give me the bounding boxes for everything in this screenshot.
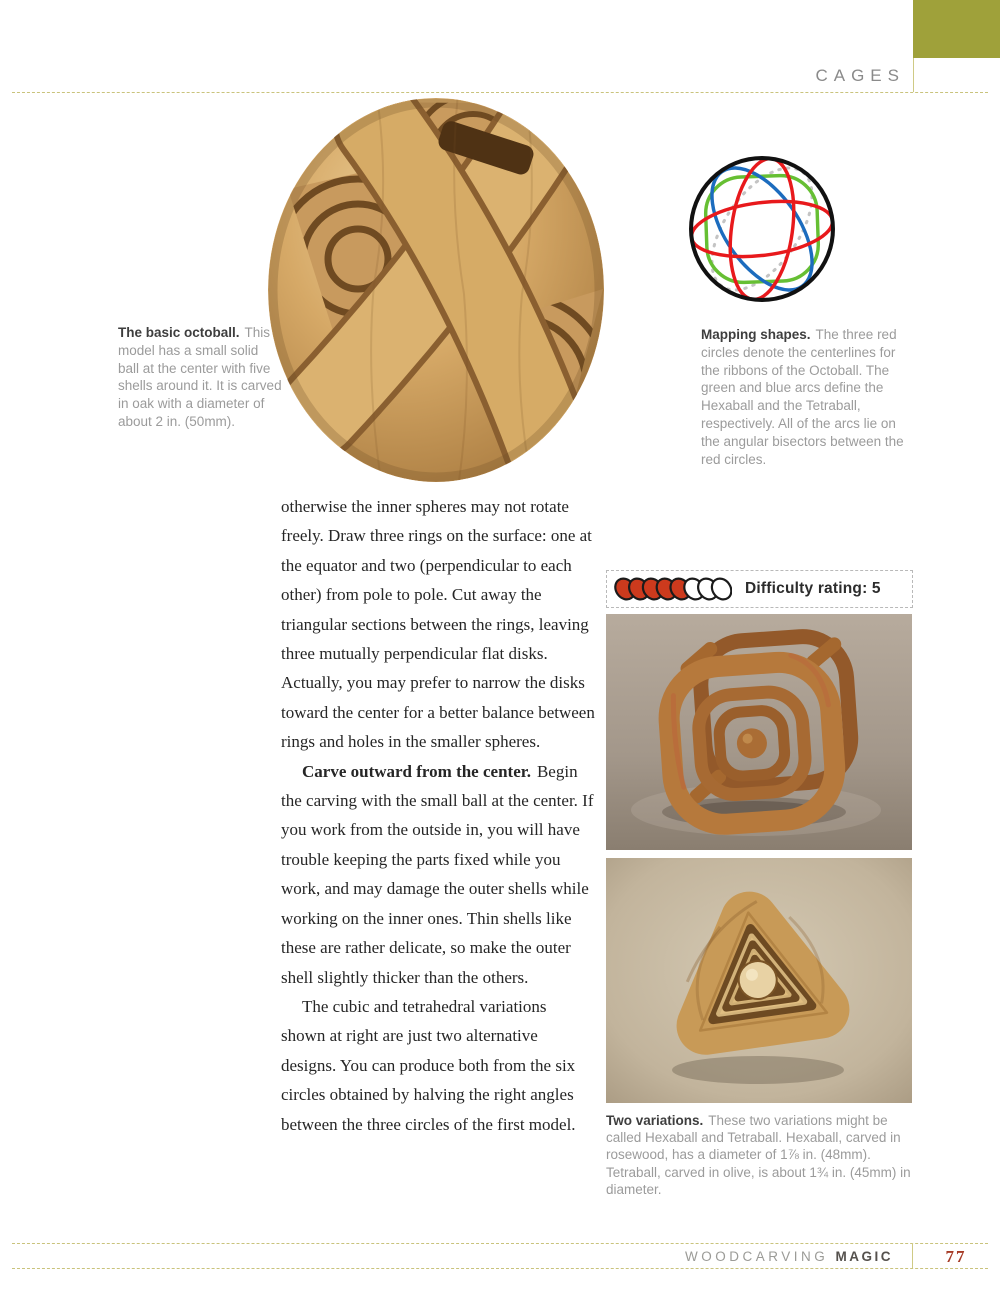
caption-octoball — [118, 324, 282, 431]
paragraph-2-text: Begin the carving with the small ball at the center. If you work from the outside in, you will have trouble keeping the parts fixed while you work, and may damage the outer shells while working on the inner ones. Thin shells like these are rather delicate, so make the outer shell slightly thicker than the others. — [281, 761, 594, 987]
hexaball-photo — [606, 614, 912, 850]
caption-mapping-text: The three red circles denote the centerlines for the ribbons of the Octoball. The green and blue arcs define the Hexaball and the Tetraball, respectively. All of the arcs lie on the angular bisectors between the red circles. — [701, 327, 904, 467]
paragraph-1: otherwise the inner spheres may not rotate freely. Draw three rings on the surface: one at the equator and two (perpendicular to each other) from pole to pole. Cut away the triangular sections between the rings, leaving three mutually perpendicular flat disks. Actually, you may prefer to narrow the disks toward the center for a better balance between rings and holes in the smaller spheres. — [281, 497, 595, 752]
footer-book-title-bold: MAGIC — [835, 1249, 893, 1264]
caption-octoball-text: This model has a small solid ball at the center with five shells around it. It is carved in oak with a diameter of about 2 in. (50mm). — [118, 325, 282, 429]
caption-variations-text: These two variations might be called Hexaball and Tetraball. Hexaball, carved in rosewood, has a diameter of 1⅞ in. (48mm). Tetraball, carved in olive, is about 1¾ in. (45mm) in diameter. — [606, 1113, 911, 1197]
mapping-diagram — [688, 155, 836, 303]
paragraph-2-lead: Carve outward from the center. — [302, 761, 531, 781]
caption-octoball-lead: The basic octoball. — [118, 325, 240, 340]
chapter-title: CAGES — [815, 66, 905, 85]
footer-bottom-rule — [12, 1268, 988, 1269]
tetraball-photo — [606, 858, 912, 1103]
caption-mapping-lead: Mapping shapes. — [701, 327, 811, 342]
octoball-photo — [258, 94, 614, 488]
caption-mapping — [701, 326, 913, 468]
chapter-tick-rule — [913, 58, 914, 92]
footer-top-rule — [12, 1243, 988, 1244]
celtic-knot-icon — [614, 575, 732, 603]
body-text-column — [281, 492, 595, 1139]
page-number: 77 — [945, 1247, 967, 1266]
caption-variations — [606, 1112, 914, 1198]
paragraph-2 — [281, 757, 595, 992]
chapter-color-block — [913, 0, 1000, 58]
top-dotted-rule — [12, 92, 988, 93]
caption-variations-lead: Two variations. — [606, 1113, 704, 1128]
paragraph-3: The cubic and tetrahedral variations shown at right are just two alternative designs. You can produce both from the six circles obtained by halving the right angles between the three circles of the first model. — [281, 996, 576, 1134]
footer-book-title — [685, 1249, 893, 1264]
difficulty-rating-label: Difficulty rating: 5 — [745, 580, 881, 597]
footer-book-title-light: WOODCARVING — [684, 1249, 829, 1264]
difficulty-rating-box — [606, 570, 913, 608]
